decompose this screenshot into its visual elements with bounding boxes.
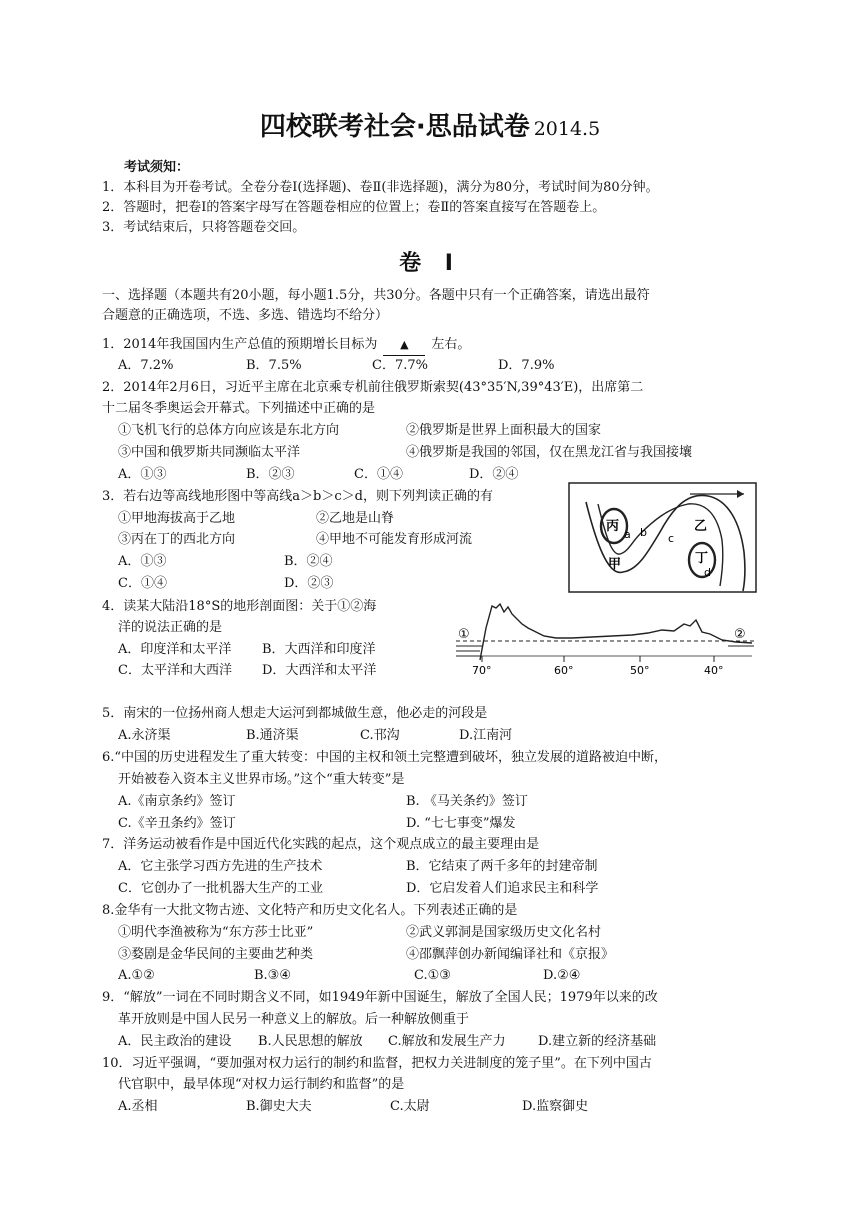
q8-statement-3: ③婺剧是金华民间的主要曲艺种类 — [118, 947, 314, 962]
q1-option-b: B．7.5% — [246, 358, 302, 373]
q6-option-d: D. “七七事变”爆发 — [406, 816, 516, 831]
q5-option-b: B.通济渠 — [246, 728, 299, 743]
map-label-bing: 丙 — [606, 519, 620, 534]
q8-statement-1: ①明代李渔被称为“东方莎士比亚” — [118, 925, 314, 940]
q3-stem: 3．若右边等高线地形图中等高线a＞b＞c＞d，则下列判读正确的有 — [102, 489, 493, 504]
profile-tick-label-40: 40° — [704, 664, 724, 677]
q10-stem-line-1: 10．习近平强调，“要加强对权力运行的制约和监督，把权力关进制度的笼子里”。在下列中国古 — [102, 1056, 652, 1071]
q3-option-c: C．①④ — [118, 576, 167, 591]
q2-statement-1: ①飞机飞行的总体方向应该是东北方向 — [118, 423, 340, 438]
q9-stem-line-2: 革开放则是中国人民另一种意义上的解放。后一种解放侧重于 — [118, 1012, 470, 1027]
exam-date: 2014.5 — [533, 118, 601, 140]
q1-option-a: A．7.2% — [118, 358, 174, 373]
profile-label-ocean-2: ② — [734, 627, 746, 642]
q3-statement-1: ①甲地海拔高于乙地 — [118, 511, 236, 526]
q10-option-d: D.监察御史 — [522, 1099, 589, 1114]
q9-stem-line-1: 9．“解放”一词在不同时期含义不同，如1949年新中国诞生，解放了全国人民；1979年以来的改 — [102, 990, 658, 1005]
map-label-d: d — [704, 566, 711, 579]
q8-stem: 8.金华有一大批文物古迹、文化特产和历史文化名人。下列表述正确的是 — [102, 903, 518, 918]
map-label-a: a — [624, 528, 631, 541]
exam-title-text: 四校联考社会·思品试卷 — [259, 112, 530, 142]
notice-heading: 考试须知： — [124, 160, 190, 175]
contour-map-frame — [569, 483, 756, 592]
q4-option-d: D．大西洋和太平洋 — [262, 663, 377, 678]
q5-option-a: A.永济渠 — [118, 728, 171, 743]
section-title: 卷 Ⅰ — [399, 251, 461, 276]
q2-statement-2: ②俄罗斯是世界上面积最大的国家 — [406, 423, 602, 438]
map-label-c: c — [668, 532, 675, 545]
q9-option-c: C.解放和发展生产力 — [388, 1034, 506, 1049]
section-intro-line-2: 合题意的正确选项，不选、多选、错选均不给分） — [102, 308, 389, 323]
section-intro-line-1: 一、选择题（本题共有20小题，每小题1.5分，共30分。各题中只有一个正确答案，请选出最符 — [102, 288, 650, 303]
q6-option-b: B. 《马关条约》签订 — [406, 794, 528, 809]
q4-stem-line-2: 洋的说法正确的是 — [118, 620, 223, 635]
map-label-jia: 甲 — [608, 557, 622, 572]
q8-option-d: D.②④ — [543, 968, 581, 983]
q2-option-c: C．①④ — [354, 467, 403, 482]
q2-stem-line-1: 2．2014年2月6日，习近平主席在北京乘专机前往俄罗斯索契(43°35′N,39°43′E)，出席第二 — [102, 380, 644, 395]
q7-option-d: D．它启发着人们追求民主和科学 — [406, 881, 599, 896]
notice-item-2: 2．答题时，把卷Ⅰ的答案字母写在答题卷相应的位置上；卷Ⅱ的答案直接写在答题卷上。 — [102, 200, 606, 215]
q1-stem-after: 左右。 — [431, 337, 471, 352]
map-label-yi: 乙 — [694, 519, 708, 534]
q5-stem: 5．南宋的一位扬州商人想走大运河到都城做生意，他必走的河段是 — [102, 706, 488, 721]
profile-tick-label-70: 70° — [472, 664, 492, 677]
contour-map — [568, 482, 758, 594]
notice-item-3: 3．考试结束后，只将答题卷交回。 — [102, 220, 306, 235]
q4-stem-line-1: 4．读某大陆沿18°S的地形剖面图：关于①②海 — [102, 599, 377, 614]
q10-stem-line-2: 代官职中，最早体现“对权力运行制约和监督”的是 — [118, 1077, 405, 1092]
q6-option-c: C.《辛丑条约》签订 — [118, 816, 236, 831]
profile-line — [480, 604, 752, 660]
q6-stem-line-2: 开始被卷入资本主义世界市场。”这个“重大转变”是 — [118, 772, 405, 787]
q4-option-c: C．太平洋和大西洋 — [118, 663, 232, 678]
q5-option-c: C.邗沟 — [360, 728, 400, 743]
exam-title — [0, 106, 860, 143]
q9-option-a: A．民主政治的建设 — [118, 1034, 232, 1049]
q7-stem: 7．洋务运动被看作是中国近代化实践的起点，这个观点成立的最主要理由是 — [102, 837, 540, 852]
q1-stem-before: 1．2014年我国国内生产总值的预期增长目标为 — [102, 337, 378, 352]
q8-option-c: C.①③ — [414, 968, 451, 983]
q3-option-b: B．②④ — [284, 554, 333, 569]
q8-statement-4: ④邵飘萍创办新闻编译社和《京报》 — [406, 947, 615, 962]
q4-option-b: B．大西洋和印度洋 — [262, 642, 376, 657]
map-label-ding: 丁 — [695, 551, 709, 566]
profile-tick-label-60: 60° — [554, 664, 574, 677]
q2-option-d: D．②④ — [469, 467, 519, 482]
q3-statement-2: ②乙地是山脊 — [316, 511, 395, 526]
q4-option-a: A．印度洋和太平洋 — [118, 642, 232, 657]
q3-statement-4: ④甲地不可能发育形成河流 — [316, 532, 473, 547]
q2-option-a: A．①③ — [118, 467, 167, 482]
q9-option-b: B.人民思想的解放 — [258, 1034, 363, 1049]
q1-stem — [102, 335, 470, 356]
q3-statement-3: ③丙在丁的西北方向 — [118, 532, 236, 547]
q1-option-d: D．7.9% — [498, 358, 555, 373]
q5-option-d: D.江南河 — [459, 728, 513, 743]
q7-option-c: C．它创办了一批机器大生产的工业 — [118, 881, 323, 896]
profile-label-ocean-1: ① — [458, 627, 470, 642]
q3-option-a: A．①③ — [118, 554, 167, 569]
q2-stem-line-2: 十二届冬季奥运会开幕式。下列描述中正确的是 — [102, 401, 376, 416]
q2-statement-3: ③中国和俄罗斯共同濒临太平洋 — [118, 445, 301, 460]
q1-blank: ▲ — [383, 335, 425, 356]
q2-statement-4: ④俄罗斯是我国的邻国，仅在黑龙江省与我国接壤 — [406, 445, 693, 460]
q6-stem-line-1: 6.“中国的历史进程发生了重大转变：中国的主权和领土完整遭到破坏，独立发展的道路被迫中断， — [102, 750, 668, 765]
q1-option-c: C．7.7% — [372, 358, 428, 373]
q8-option-b: B.③④ — [254, 968, 291, 983]
q8-statement-2: ②武义郭洞是国家级历史文化名村 — [406, 925, 602, 940]
q10-option-c: C.太尉 — [390, 1099, 430, 1114]
terrain-profile — [452, 598, 758, 682]
map-label-b: b — [640, 526, 647, 539]
notice-item-1: 1．本科目为开卷考试。全卷分卷Ⅰ(选择题)、卷Ⅱ(非选择题)，满分为80分，考试时间为80分钟。 — [102, 180, 659, 195]
q7-option-b: B．它结束了两千多年的封建帝制 — [406, 859, 598, 874]
q8-option-a: A.①② — [118, 968, 155, 983]
q6-option-a: A.《南京条约》签订 — [118, 794, 236, 809]
q3-option-d: D．②③ — [284, 576, 334, 591]
q10-option-b: B.御史大夫 — [246, 1099, 312, 1114]
q7-option-a: A．它主张学习西方先进的生产技术 — [118, 859, 323, 874]
profile-tick-label-50: 50° — [630, 664, 650, 677]
q9-option-d: D.建立新的经济基础 — [538, 1034, 657, 1049]
q10-option-a: A.丞相 — [118, 1099, 158, 1114]
q2-option-b: B．②③ — [246, 467, 295, 482]
